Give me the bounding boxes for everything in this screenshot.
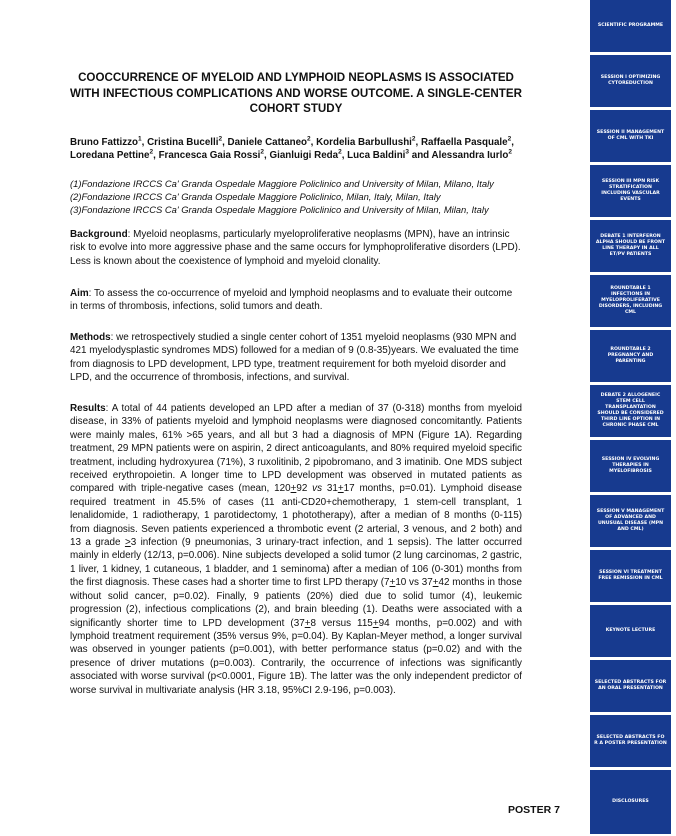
plus-minus-sign: +: [432, 577, 439, 589]
section-text: 8 versus 115: [310, 617, 373, 629]
author-name: Bruno Fattizzo: [70, 137, 139, 148]
author-affiliation-index: 2: [149, 149, 154, 157]
author-name: Cristina Bucelli: [147, 137, 219, 148]
author-affiliation-index: 2: [218, 135, 223, 143]
author-name: Loredana Pettine: [70, 150, 150, 162]
nav-keynote-lecture[interactable]: KEYNOTE LECTURE: [590, 605, 671, 657]
section-text: : we retrospectively studied a single center cohort of 1351 myeloid neoplasms (930 MPN and 421 myelodysplastic syndromes MDS) followed for a median of 9 (0.8-35)years. We evaluated the time from diagnosis to LPD development, LPD type, treatment requirement for both myeloid disorder and LPD, and the occurrence of thrombosis, infections, and survival.: [70, 332, 519, 384]
nav-scientific-programme[interactable]: SCIENTIFIC PROGRAMME: [590, 0, 671, 52]
section-text: 10 vs 37: [395, 577, 433, 589]
section-label: Aim: [70, 288, 89, 299]
nav-poster-abstracts[interactable]: SELECTED ABSTRACTS FO R A POSTER PRESENTATION: [590, 715, 671, 767]
author-affiliation-index: 2: [508, 149, 512, 157]
background-section: [70, 228, 522, 268]
author-affiliation-index: 2: [260, 149, 265, 157]
aim-section: [70, 287, 522, 314]
plus-minus-sign: +: [372, 617, 379, 629]
nav-debate-1[interactable]: DEBATE 1 INTERFERON ALPHA SHOULD BE FRONT LINE THERAPY IN ALL ET/PV PATIENTS: [590, 220, 671, 272]
affiliation: (1)Fondazione IRCCS Ca' Granda Ospedale Maggiore Policlinico and University of Milan, Milano, Italy: [70, 178, 494, 189]
author-affiliation-index: 1: [138, 135, 142, 143]
plus-minus-sign: +: [337, 483, 344, 495]
author-name: Raffaella Pasquale: [420, 137, 508, 148]
plus-minus-sign: +: [389, 577, 396, 589]
nav-oral-abstracts[interactable]: SELECTED ABSTRACTS FOR AN ORAL PRESENTATION: [590, 660, 671, 712]
section-text: 3 infection (9 pneumonias, 3 urinary-tract infection, and 1 sepsis). The latter occurred mainly in elderly (12/13, p=0.006). Nine subjects developed a solid tumor (2 lung carcinomas, 2 gastric, 1 liver, 1 kidney, 1 cutaneous, 1 bladder, and 1 seminoma) after a median of 106 (0-301) months from the first diagnosis. These cases had a shorter time to first LPD therapy (7: [70, 537, 522, 589]
section-text: : A total of 44 patients developed an LPD after a median of 37 (0-318) months from myeloid disease, in 33% of patients myeloid and lymphoid neoplasms were diagnosed concomitantly. Patients were mainly males, 61% >65 years, and all but 3 had a diagnosis of MPN (Figure 1A). Regarding treatment, 29 MPN patients were on aspirin, 2 direct anticoagulants, and 80% required myeloid specific treatment, including hydroxyurea (71%), 3 ruxolitinib, 2 pipobromano, and 3 imatinib. One MDS subject received erythropoietin. A longer time to LPD development was observed in mutated patients as compared with triple-negative cases (mean, 120: [70, 403, 522, 495]
nav-session-3[interactable]: SESSION III MPN RISK STRATIFICATION INCLUDING VASCULAR EVENTS: [590, 165, 671, 217]
section-label: Methods: [70, 332, 111, 343]
section-text: : To assess the co-occurrence of myeloid and lymphoid neoplasms and to evaluate their outcome in terms of thrombosis, infections, solid tumors and death.: [70, 288, 513, 313]
author-affiliation-index: 2: [411, 135, 416, 143]
affiliation: (2)Fondazione IRCCS Ca' Granda Ospedale Maggiore Policlinico, Milan, Italy, Milan, Italy: [70, 191, 441, 202]
nav-debate-2[interactable]: DEBATE 2 ALLOGENEIC STEM CELL TRANSPLANTATION SHOULD BE CONSIDERED THIRD LINE OPTION IN CHRONIC PHASE CML: [590, 385, 671, 437]
section-label: Results: [70, 403, 106, 414]
author-name: Alessandra Iurlo: [431, 150, 509, 162]
author-list: Bruno Fattizzo$^1$, Cristina Bucelli$^2$, Daniele Cattaneo$^2$, Kordelia Barbullushi$^2$, Raffaella Pasquale$^2$, Loredana Pettine$^2$, Francesca Gaia Rossi$^2$, Gianluigi Reda$^2$, Luca Baldini$^3$ and Alessandra Iurlo$^2$: [70, 135, 514, 162]
greater-equal-sign: >: [124, 537, 131, 549]
author-name: Kordelia Barbullushi: [316, 137, 412, 148]
author-name: Luca Baldini: [347, 150, 406, 162]
nav-session-4[interactable]: SESSION IV EVOLVING THERAPIES IN MYELOFIBROSIS: [590, 440, 671, 492]
author-affiliation-index: 2: [307, 135, 311, 143]
sidebar-nav: [590, 0, 676, 836]
affiliation: (3)Fondazione IRCCS Ca' Granda Ospedale Maggiore Policlinico and University of Milan, Milan, Italy: [70, 204, 489, 215]
affiliation-list: [70, 177, 530, 216]
nav-roundtable-1[interactable]: ROUNDTABLE 1 INFECTIONS IN MYELOPROLIFERATIVE DISORDERS, INCLUDING CML: [590, 275, 671, 327]
methods-section: [70, 331, 522, 385]
versus-text: vs: [312, 483, 323, 495]
author-name: Gianluigi Reda: [269, 150, 339, 162]
nav-session-5[interactable]: SESSION V MANAGEMENT OF ADVANCED AND UNUSUAL DISEASE (MPN AND CML): [590, 495, 671, 547]
section-text: 42 months in those without solid cancer, p=0.02). Finally, 9 patients (20%) died due to solid tumor (4), leukemic progression (2), infectious complications (2), and brain bleeding (1). Deaths were associated with a significantly shorter time to LPD development (37: [70, 577, 522, 629]
author-name: Francesca Gaia Rossi: [158, 150, 261, 162]
plus-minus-sign: +: [290, 483, 297, 495]
section-text: 31: [322, 483, 338, 495]
nav-session-6[interactable]: SESSION VI TREATMENT FREE REMISSION IN CML: [590, 550, 671, 602]
section-text: 92: [296, 483, 313, 495]
section-text: 94 months, p=0.002) and with lymphoid treatment requirement (35% versus 9%, p=0.04). By Kaplan-Meyer method, a longer survival was observed in younger patients (p=0.001), with better performance status (p=0.02) and with the presence of driver mutations (p=0.003). Contrarily, the occurrence of infections was significantly associated with worse survival (p<0.0001, Figure 1B). The latter was the only independent predictor of worse survival in multivariate analysis (HR 3.18, 95%CI 2.9-196, p=0.003).: [70, 617, 522, 696]
section-text: 17 months, p=0.01). Lymphoid disease required treatment in 45.5% of cases (11 anti-CD20+chemotherapy, 1 stem-cell transplant, 1 lenalidomide, 1 radiotherapy, 1 parotidectomy, 1 phototherapy), after a median of 8 months (0-115) from diagnosis. Seven patients experienced a thrombotic event (2 arterial, 3 venous, and 2 both) and 13 a grade: [70, 483, 523, 549]
section-label: Background: [70, 229, 128, 240]
author-affiliation-index: 2: [507, 135, 512, 143]
plus-minus-sign: +: [304, 617, 311, 629]
section-text: : Myeloid neoplasms, particularly myeloproliferative neoplasms (MPN), have an intrinsic risk to evolve into more aggressive phase and the same occurs for lymphoproliferative disorders (LPD). Less is known about the coexistence of lymphoid and myeloid clonality.: [70, 229, 521, 267]
author-name: Daniele Cattaneo: [227, 137, 308, 148]
author-affiliation-index: 2: [338, 149, 342, 157]
abstract-title: COOCCURRENCE OF MYELOID AND LYMPHOID NEOPLASMS IS ASSOCIATED WITH INFECTIOUS COMPLICATIONS AND WORSE OUTCOME. A SINGLE-CENTER COHORT STUDY: [70, 71, 522, 116]
results-section: [70, 402, 522, 697]
poster-number-label: POSTER 7: [508, 804, 560, 816]
nav-roundtable-2[interactable]: ROUNDTABLE 2 PREGNANCY AND PARENTING: [590, 330, 671, 382]
nav-session-1[interactable]: SESSION I OPTIMIZING CYTOREDUCTION: [590, 55, 671, 107]
nav-session-2[interactable]: SESSION II MANAGEMENT OF CML WITH TKI: [590, 110, 671, 162]
author-affiliation-index: 3: [405, 149, 410, 157]
nav-disclosures[interactable]: DISCLOSURES: [590, 770, 671, 834]
